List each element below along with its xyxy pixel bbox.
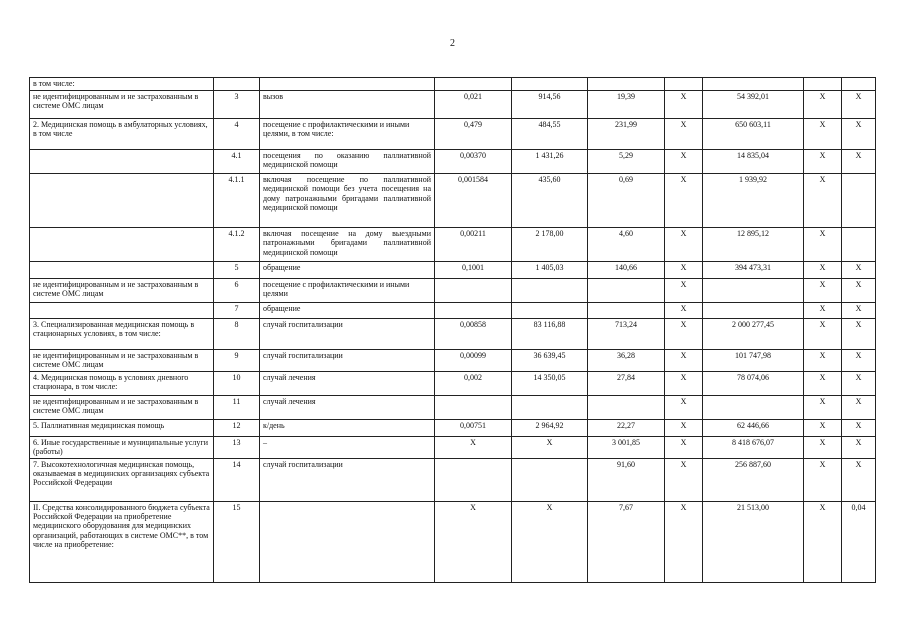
cell-v4: X <box>665 501 703 582</box>
cell-v6: X <box>804 91 842 119</box>
cell-unit: к/день <box>260 419 435 436</box>
cell-v4: X <box>665 91 703 119</box>
cell-v7: X <box>842 436 876 458</box>
cell-unit: обращение <box>260 262 435 279</box>
cell-v7: X <box>842 279 876 303</box>
cell-unit <box>260 78 435 91</box>
cell-v4: X <box>665 262 703 279</box>
cell-v5: 8 418 676,07 <box>703 436 804 458</box>
cell-v4: X <box>665 395 703 419</box>
cell-unit: случай госпитализации <box>260 350 435 372</box>
cell-v3: 22,27 <box>588 419 665 436</box>
cell-v5: 1 939,92 <box>703 174 804 228</box>
cell-v2: 14 350,05 <box>512 371 588 395</box>
table-row <box>30 319 876 350</box>
cell-v7: X <box>842 371 876 395</box>
cell-no: 11 <box>214 395 260 419</box>
financing-table <box>29 77 876 583</box>
table-row <box>30 501 876 582</box>
cell-no: 4.1 <box>214 150 260 174</box>
cell-v4: X <box>665 228 703 262</box>
cell-name: 2. Медицинская помощь в амбулаторных условиях, в том числе <box>30 119 214 150</box>
cell-v6: X <box>804 119 842 150</box>
cell-v5: 394 473,31 <box>703 262 804 279</box>
cell-v2: 1 405,03 <box>512 262 588 279</box>
cell-unit: случай лечения <box>260 371 435 395</box>
cell-v5 <box>703 395 804 419</box>
cell-v2: 914,56 <box>512 91 588 119</box>
cell-v3: 27,84 <box>588 371 665 395</box>
cell-name: 7. Высокотехнологичная медицинская помощь, оказываемая в медицинских организациях субъекта Российской Федерации <box>30 458 214 501</box>
cell-v3: 7,67 <box>588 501 665 582</box>
cell-unit: посещение с профилактическими и иными целями <box>260 279 435 303</box>
cell-v6: X <box>804 319 842 350</box>
cell-v6: X <box>804 350 842 372</box>
cell-v2 <box>512 458 588 501</box>
table-row <box>30 150 876 174</box>
cell-v7: X <box>842 262 876 279</box>
cell-v4: X <box>665 419 703 436</box>
cell-v5: 650 603,11 <box>703 119 804 150</box>
table-row <box>30 395 876 419</box>
table-row <box>30 78 876 91</box>
cell-v7: X <box>842 319 876 350</box>
cell-v2 <box>512 395 588 419</box>
cell-v7: X <box>842 419 876 436</box>
cell-v3 <box>588 395 665 419</box>
cell-v5: 78 074,06 <box>703 371 804 395</box>
cell-v3: 0,69 <box>588 174 665 228</box>
cell-v3: 140,66 <box>588 262 665 279</box>
cell-v4: X <box>665 150 703 174</box>
cell-no: 9 <box>214 350 260 372</box>
cell-v2 <box>512 279 588 303</box>
cell-v6: X <box>804 501 842 582</box>
cell-v1: 0,00858 <box>435 319 512 350</box>
page-number: 2 <box>450 38 455 49</box>
cell-v1: 0,00751 <box>435 419 512 436</box>
cell-v2: 36 639,45 <box>512 350 588 372</box>
cell-unit: включая посещение на дому выездными патронажными бригадами паллиативной медицинской помощи <box>260 228 435 262</box>
cell-v4: X <box>665 319 703 350</box>
cell-unit: посещения по оказанию паллиативной медицинской помощи <box>260 150 435 174</box>
cell-no: 4.1.2 <box>214 228 260 262</box>
cell-v4: X <box>665 371 703 395</box>
cell-v5: 12 895,12 <box>703 228 804 262</box>
table-row <box>30 419 876 436</box>
table-row <box>30 119 876 150</box>
table-row <box>30 262 876 279</box>
cell-v1: 0,1001 <box>435 262 512 279</box>
cell-unit: вызов <box>260 91 435 119</box>
cell-no <box>214 78 260 91</box>
cell-no: 8 <box>214 319 260 350</box>
cell-v1: 0,00211 <box>435 228 512 262</box>
cell-v7: X <box>842 458 876 501</box>
cell-v3 <box>588 78 665 91</box>
cell-v4: X <box>665 279 703 303</box>
cell-v3: 5,29 <box>588 150 665 174</box>
cell-v2: X <box>512 436 588 458</box>
cell-v2: X <box>512 501 588 582</box>
cell-no: 10 <box>214 371 260 395</box>
cell-v6: X <box>804 150 842 174</box>
cell-v6: X <box>804 262 842 279</box>
cell-v2 <box>512 78 588 91</box>
cell-unit: случай госпитализации <box>260 319 435 350</box>
cell-unit: посещение с профилактическими и иными целями, в том числе: <box>260 119 435 150</box>
cell-name: 4. Медицинская помощь в условиях дневного стационара, в том числе: <box>30 371 214 395</box>
cell-no: 3 <box>214 91 260 119</box>
cell-name: не идентифицированным и не застрахованным в системе ОМС лицам <box>30 91 214 119</box>
table-row <box>30 436 876 458</box>
cell-v7 <box>842 228 876 262</box>
cell-name <box>30 303 214 319</box>
cell-no: 12 <box>214 419 260 436</box>
cell-v1: 0,002 <box>435 371 512 395</box>
cell-v3: 19,39 <box>588 91 665 119</box>
cell-v4 <box>665 78 703 91</box>
cell-v2: 484,55 <box>512 119 588 150</box>
cell-v7: X <box>842 91 876 119</box>
cell-v6: X <box>804 371 842 395</box>
cell-unit <box>260 501 435 582</box>
cell-no: 13 <box>214 436 260 458</box>
cell-v1: X <box>435 436 512 458</box>
cell-v4: X <box>665 458 703 501</box>
cell-name <box>30 228 214 262</box>
cell-v6: X <box>804 458 842 501</box>
cell-name: 5. Паллиативная медицинская помощь <box>30 419 214 436</box>
cell-unit: обращение <box>260 303 435 319</box>
cell-v3 <box>588 303 665 319</box>
cell-v7: X <box>842 350 876 372</box>
cell-no: 6 <box>214 279 260 303</box>
cell-name: не идентифицированным и не застрахованным в системе ОМС лицам <box>30 350 214 372</box>
table-row <box>30 371 876 395</box>
cell-v6 <box>804 78 842 91</box>
cell-v1: 0,00099 <box>435 350 512 372</box>
table-row <box>30 279 876 303</box>
table-row <box>30 174 876 228</box>
cell-v5 <box>703 279 804 303</box>
cell-v2: 1 431,26 <box>512 150 588 174</box>
cell-v1: 0,021 <box>435 91 512 119</box>
cell-v7: 0,04 <box>842 501 876 582</box>
cell-unit: включая посещение по паллиативной медицинской помощи без учета посещения на дому патронажными бригадами паллиативной медицинской помощи <box>260 174 435 228</box>
cell-v7: X <box>842 119 876 150</box>
cell-v1 <box>435 78 512 91</box>
cell-v3 <box>588 279 665 303</box>
cell-no: 7 <box>214 303 260 319</box>
table-row <box>30 350 876 372</box>
cell-v1 <box>435 279 512 303</box>
cell-no: 4 <box>214 119 260 150</box>
cell-v5: 256 887,60 <box>703 458 804 501</box>
cell-v3: 713,24 <box>588 319 665 350</box>
cell-v6: X <box>804 436 842 458</box>
cell-v4: X <box>665 436 703 458</box>
cell-v5: 14 835,04 <box>703 150 804 174</box>
cell-unit: случай лечения <box>260 395 435 419</box>
cell-name: II. Средства консолидированного бюджета субъекта Российской Федерации на приобретение медицинского оборудования для медицинских организаций, работающих в системе ОМС**, в том числе на приобретение: <box>30 501 214 582</box>
cell-v7: X <box>842 150 876 174</box>
cell-v4: X <box>665 350 703 372</box>
table-row <box>30 458 876 501</box>
cell-v2: 2 964,92 <box>512 419 588 436</box>
cell-v5: 62 446,66 <box>703 419 804 436</box>
cell-v5 <box>703 303 804 319</box>
cell-v5: 21 513,00 <box>703 501 804 582</box>
cell-v7 <box>842 78 876 91</box>
cell-v1: 0,001584 <box>435 174 512 228</box>
cell-v5: 2 000 277,45 <box>703 319 804 350</box>
cell-v3: 36,28 <box>588 350 665 372</box>
cell-v6: X <box>804 303 842 319</box>
cell-name <box>30 150 214 174</box>
cell-v6: X <box>804 419 842 436</box>
cell-name: не идентифицированным и не застрахованным в системе ОМС лицам <box>30 279 214 303</box>
cell-unit: случай госпитализации <box>260 458 435 501</box>
cell-name <box>30 262 214 279</box>
cell-name: в том числе: <box>30 78 214 91</box>
cell-name <box>30 174 214 228</box>
cell-v2 <box>512 303 588 319</box>
table-row <box>30 303 876 319</box>
cell-no: 14 <box>214 458 260 501</box>
cell-no: 15 <box>214 501 260 582</box>
cell-v4: X <box>665 303 703 319</box>
cell-v2: 2 178,00 <box>512 228 588 262</box>
table-row <box>30 91 876 119</box>
cell-v4: X <box>665 119 703 150</box>
cell-v3: 91,60 <box>588 458 665 501</box>
cell-v6: X <box>804 228 842 262</box>
cell-v1: 0,479 <box>435 119 512 150</box>
cell-name: не идентифицированным и не застрахованным в системе ОМС лицам <box>30 395 214 419</box>
cell-v1: X <box>435 501 512 582</box>
cell-name: 6. Иные государственные и муниципальные услуги (работы) <box>30 436 214 458</box>
cell-v2: 83 116,88 <box>512 319 588 350</box>
cell-v7: X <box>842 303 876 319</box>
cell-v3: 3 001,85 <box>588 436 665 458</box>
cell-no: 5 <box>214 262 260 279</box>
cell-no: 4.1.1 <box>214 174 260 228</box>
table-row <box>30 228 876 262</box>
cell-v1 <box>435 303 512 319</box>
cell-v5 <box>703 78 804 91</box>
cell-v6: X <box>804 174 842 228</box>
cell-v6: X <box>804 395 842 419</box>
cell-v3: 4,60 <box>588 228 665 262</box>
cell-name: 3. Специализированная медицинская помощь в стационарных условиях, в том числе: <box>30 319 214 350</box>
cell-v5: 54 392,01 <box>703 91 804 119</box>
cell-v3: 231,99 <box>588 119 665 150</box>
cell-v1: 0,00370 <box>435 150 512 174</box>
cell-v1 <box>435 458 512 501</box>
cell-v4: X <box>665 174 703 228</box>
cell-v7: X <box>842 395 876 419</box>
cell-v2: 435,60 <box>512 174 588 228</box>
cell-v1 <box>435 395 512 419</box>
cell-v6: X <box>804 279 842 303</box>
cell-v5: 101 747,98 <box>703 350 804 372</box>
cell-v7 <box>842 174 876 228</box>
cell-unit: – <box>260 436 435 458</box>
